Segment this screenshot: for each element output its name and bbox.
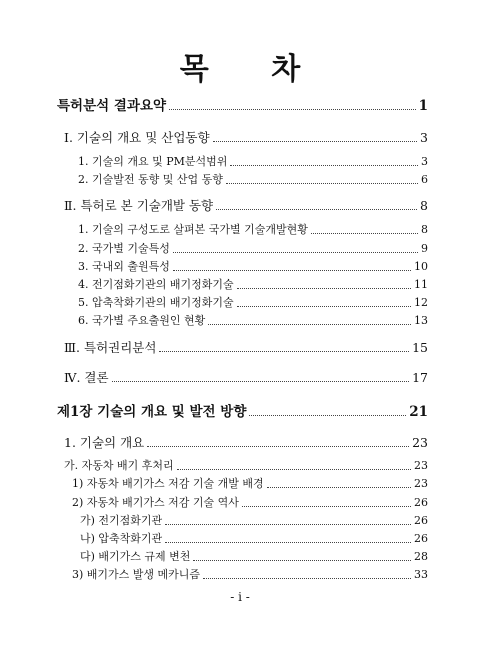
toc-entry bbox=[57, 97, 428, 115]
toc-entry-label: Ⅱ. 특허로 본 기술개발 동향 bbox=[64, 198, 214, 213]
toc-entry-page: 13 bbox=[414, 314, 428, 327]
dot-leader bbox=[242, 505, 411, 507]
dot-leader bbox=[216, 208, 417, 210]
dot-leader bbox=[159, 350, 409, 352]
dot-leader bbox=[177, 468, 411, 470]
dot-leader bbox=[173, 269, 411, 271]
toc-entry-page: 26 bbox=[414, 496, 428, 509]
toc-entry-label: 1) 자동차 배기가스 저감 기술 개발 배경 bbox=[72, 477, 264, 490]
toc-entry bbox=[78, 221, 428, 239]
dot-leader bbox=[226, 182, 418, 184]
dot-leader bbox=[193, 559, 411, 561]
toc-entry-page: 23 bbox=[414, 477, 428, 490]
dot-leader bbox=[208, 323, 411, 325]
dot-leader bbox=[112, 380, 410, 382]
toc-entry-label: 1. 기술의 개요 및 PM분석범위 bbox=[78, 155, 228, 168]
toc-entry-page: 10 bbox=[414, 260, 428, 273]
toc-entry-label: 3) 배기가스 발생 메카니즘 bbox=[72, 568, 201, 581]
toc-entry-page: 21 bbox=[409, 404, 428, 420]
toc-entry bbox=[78, 171, 428, 189]
toc-entry-page: 11 bbox=[414, 278, 428, 291]
toc-entry-page: 23 bbox=[412, 435, 428, 450]
toc-entry-label: 1. 기술의 개요 bbox=[64, 435, 145, 450]
toc-entry bbox=[78, 294, 428, 312]
toc-entry-label: 특허분석 결과요약 bbox=[57, 98, 167, 114]
toc-entry bbox=[80, 530, 428, 548]
dot-leader bbox=[311, 232, 418, 234]
toc-entry-page: 23 bbox=[414, 459, 428, 472]
toc-entry bbox=[72, 494, 428, 512]
toc-entry-label: 2) 자동차 배기가스 저감 기술 역사 bbox=[72, 496, 239, 509]
toc-entry bbox=[64, 197, 428, 215]
toc-entry-label: 제1장 기술의 개요 및 발전 방향 bbox=[57, 404, 247, 420]
toc-entry-label: 5. 압축착화기관의 배기정화기술 bbox=[78, 296, 234, 309]
toc-entry-label: Ⅳ. 결론 bbox=[64, 370, 109, 385]
toc-entry bbox=[80, 548, 428, 566]
toc-entry-label: 6. 국가별 주요출원인 현황 bbox=[78, 314, 206, 327]
toc-entry bbox=[78, 258, 428, 276]
toc-entry bbox=[78, 312, 428, 330]
toc-entry bbox=[64, 129, 428, 147]
toc-entry bbox=[72, 475, 428, 493]
toc-entry bbox=[80, 512, 428, 530]
dot-leader bbox=[237, 305, 411, 307]
dot-leader bbox=[165, 541, 411, 543]
toc-entry-page: 6 bbox=[421, 173, 428, 186]
dot-leader bbox=[169, 108, 416, 110]
toc-entry-page: 12 bbox=[414, 296, 428, 309]
toc-entry-page: 33 bbox=[414, 568, 428, 581]
toc-entry-label: 4. 전기점화기관의 배기정화기술 bbox=[78, 278, 234, 291]
toc-entry-label: 나) 압축착화기관 bbox=[80, 532, 163, 545]
toc-entry-label: 가) 전기점화기관 bbox=[80, 514, 163, 527]
dot-leader bbox=[213, 140, 417, 142]
toc-entry-page: 26 bbox=[414, 532, 428, 545]
toc-entry-label: 가. 자동차 배기 후처리 bbox=[64, 459, 174, 472]
toc-entry-label: 1. 기술의 구성도로 살펴본 국가별 기술개발현황 bbox=[78, 223, 308, 236]
toc-entry-label: 다) 배기가스 규제 변천 bbox=[80, 550, 191, 563]
page-number-footer: - i - bbox=[230, 590, 250, 604]
toc-entry-page: 17 bbox=[412, 370, 428, 385]
page-title: 목 차 bbox=[179, 52, 327, 87]
toc-entry bbox=[78, 153, 428, 171]
dot-leader bbox=[203, 577, 411, 579]
toc-entry-page: 8 bbox=[420, 198, 428, 213]
dot-leader bbox=[267, 486, 411, 488]
toc-entry-page: 15 bbox=[412, 340, 428, 355]
dot-leader bbox=[165, 523, 411, 525]
toc-entry-page: 9 bbox=[421, 242, 428, 255]
dot-leader bbox=[147, 445, 409, 447]
toc-entry bbox=[72, 566, 428, 584]
dot-leader bbox=[249, 414, 406, 416]
dot-leader bbox=[237, 287, 411, 289]
toc-entry-page: 26 bbox=[414, 514, 428, 527]
dot-leader bbox=[173, 251, 418, 253]
toc-entry-label: Ⅲ. 특허권리분석 bbox=[64, 340, 157, 355]
toc-entry bbox=[78, 240, 428, 258]
toc-entry-page: 1 bbox=[418, 98, 428, 114]
toc-entry-page: 3 bbox=[421, 155, 428, 168]
toc-entry-label: 2. 기술발전 동향 및 산업 동향 bbox=[78, 173, 223, 186]
toc-entry bbox=[78, 276, 428, 294]
toc-entry-label: 2. 국가별 기술특성 bbox=[78, 242, 170, 255]
toc-entry bbox=[57, 403, 428, 421]
toc-entry bbox=[64, 434, 428, 452]
toc-entry-label: 3. 국내외 출원특성 bbox=[78, 260, 170, 273]
dot-leader bbox=[230, 164, 418, 166]
toc-entry bbox=[64, 339, 428, 357]
toc-entry-label: Ⅰ. 기술의 개요 및 산업동향 bbox=[64, 130, 210, 145]
toc-entry bbox=[64, 369, 428, 387]
toc-entry-page: 3 bbox=[420, 130, 428, 145]
toc-entry bbox=[64, 457, 428, 475]
toc-entry-page: 28 bbox=[414, 550, 428, 563]
toc-entry-page: 8 bbox=[421, 223, 428, 236]
